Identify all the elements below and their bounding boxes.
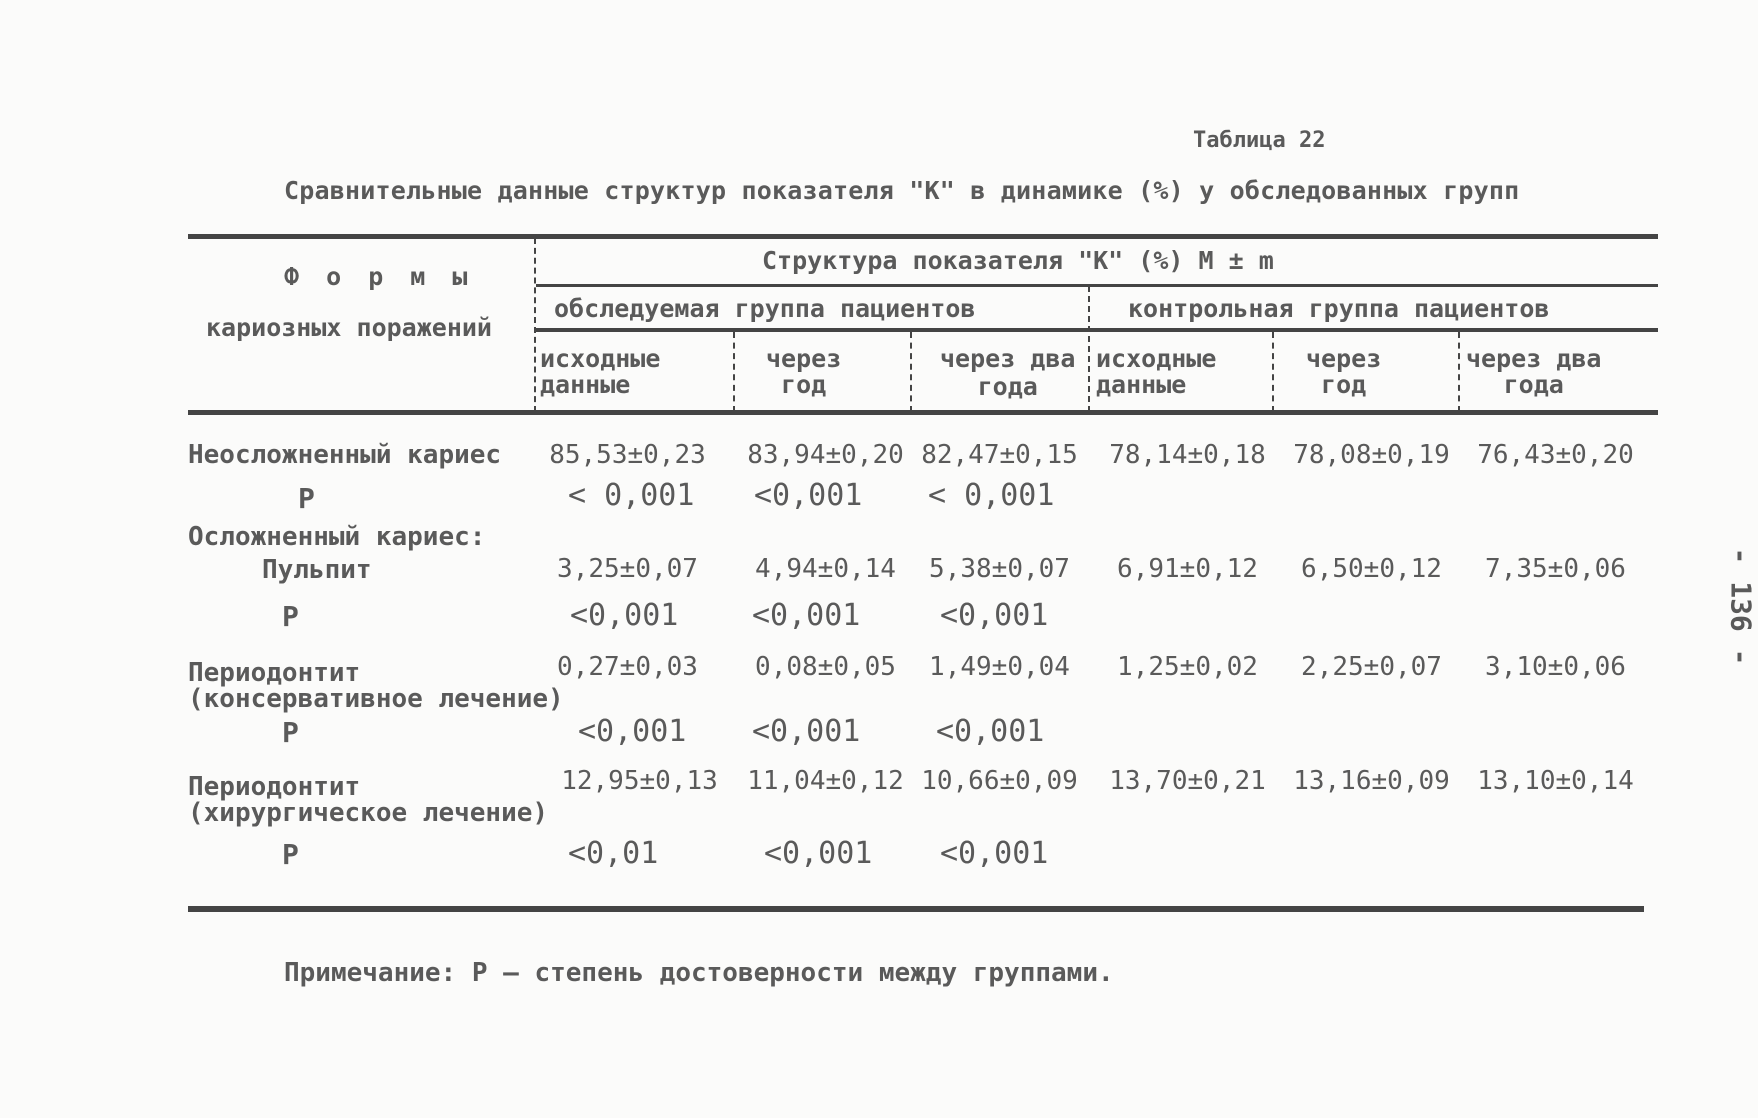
p-label: Р (298, 482, 315, 515)
bottom-rule (188, 906, 1644, 912)
table-cell: 10,66±0,09 (921, 766, 1078, 796)
table-cell: 1,25±0,02 (1117, 652, 1258, 682)
p-value: <0,001 (940, 598, 1049, 633)
p-value: <0,001 (936, 714, 1045, 749)
structure-header: Структура показателя "К" (%) М ± m (762, 246, 1274, 275)
table-cell: 85,53±0,23 (549, 440, 706, 470)
forms-header: Ф о р м ы (284, 262, 474, 291)
forms-header-sub: кариозных поражений (206, 313, 492, 342)
row-label-sub: (консервативное лечение) (188, 684, 564, 714)
col-divider-forms (534, 238, 536, 412)
control-group-header: контрольная группа пациентов (1128, 294, 1550, 323)
table-cell: 78,14±0,18 (1109, 440, 1266, 470)
table-cell: 12,95±0,13 (561, 766, 718, 796)
table-label: Таблица 22 (1193, 128, 1326, 153)
footnote: Примечание: Р – степень достоверности между группами. (284, 958, 1114, 988)
p-value: <0,001 (764, 836, 873, 871)
col-divider-groups (1088, 286, 1090, 412)
p-label: Р (282, 600, 299, 633)
structure-rule (536, 284, 1658, 287)
table-cell: 13,10±0,14 (1477, 766, 1634, 796)
table-cell: 78,08±0,19 (1293, 440, 1450, 470)
table-cell: 82,47±0,15 (921, 440, 1078, 470)
subcol-header: исходные данные (1096, 344, 1217, 399)
table-cell: 13,70±0,21 (1109, 766, 1266, 796)
p-value: <0,01 (568, 836, 659, 871)
table-cell: 0,08±0,05 (755, 652, 896, 682)
p-value: <0,001 (752, 598, 861, 633)
p-label: Р (282, 838, 299, 871)
exam-group-header: обследуемая группа пациентов (554, 294, 976, 323)
row-label: Пульпит (262, 555, 372, 585)
table-cell: 7,35±0,06 (1485, 554, 1626, 584)
row-label: Периодонтит (188, 772, 361, 802)
table-cell: 6,91±0,12 (1117, 554, 1258, 584)
p-label: Р (282, 716, 299, 749)
row-label-sub: (хирургическое лечение) (188, 798, 549, 828)
table-cell: 76,43±0,20 (1477, 440, 1634, 470)
page-number: - 136 - (1724, 547, 1758, 666)
table-title: Сравнительные данные структур показателя "К" в динамике (%) у обследованных групп (284, 176, 1520, 205)
subcol-header: через два года (940, 344, 1076, 401)
table-cell: 2,25±0,07 (1301, 652, 1442, 682)
subcol-header: исходные данные (540, 344, 661, 399)
table-cell: 3,25±0,07 (557, 554, 698, 584)
table-cell: 3,10±0,06 (1485, 652, 1626, 682)
row-label: Неосложненный кариес (188, 440, 502, 470)
p-value: <0,001 (754, 478, 863, 513)
col-divider-1 (733, 332, 735, 412)
subcol-header: через год (1306, 344, 1382, 399)
col-divider-4 (1272, 332, 1274, 412)
table-cell: 11,04±0,12 (747, 766, 904, 796)
table-cell: 13,16±0,09 (1293, 766, 1450, 796)
header-bottom-rule (188, 410, 1658, 415)
row-label: Периодонтит (188, 658, 361, 688)
subcol-header: через год (766, 344, 842, 399)
subcol-header: через два года (1466, 344, 1602, 399)
table-cell: 5,38±0,07 (929, 554, 1070, 584)
table-cell: 1,49±0,04 (929, 652, 1070, 682)
p-value: < 0,001 (928, 478, 1055, 513)
col-divider-2 (910, 332, 912, 412)
groups-rule (536, 328, 1658, 332)
p-value: <0,001 (940, 836, 1049, 871)
p-value: <0,001 (570, 598, 679, 633)
top-rule (188, 234, 1658, 239)
table-cell: 4,94±0,14 (755, 554, 896, 584)
table-cell: 6,50±0,12 (1301, 554, 1442, 584)
table-cell: 83,94±0,20 (747, 440, 904, 470)
p-value: <0,001 (578, 714, 687, 749)
table-cell: 0,27±0,03 (557, 652, 698, 682)
p-value: < 0,001 (568, 478, 695, 513)
group-label: Осложненный кариес: (188, 522, 486, 552)
col-divider-5 (1458, 332, 1460, 412)
p-value: <0,001 (752, 714, 861, 749)
